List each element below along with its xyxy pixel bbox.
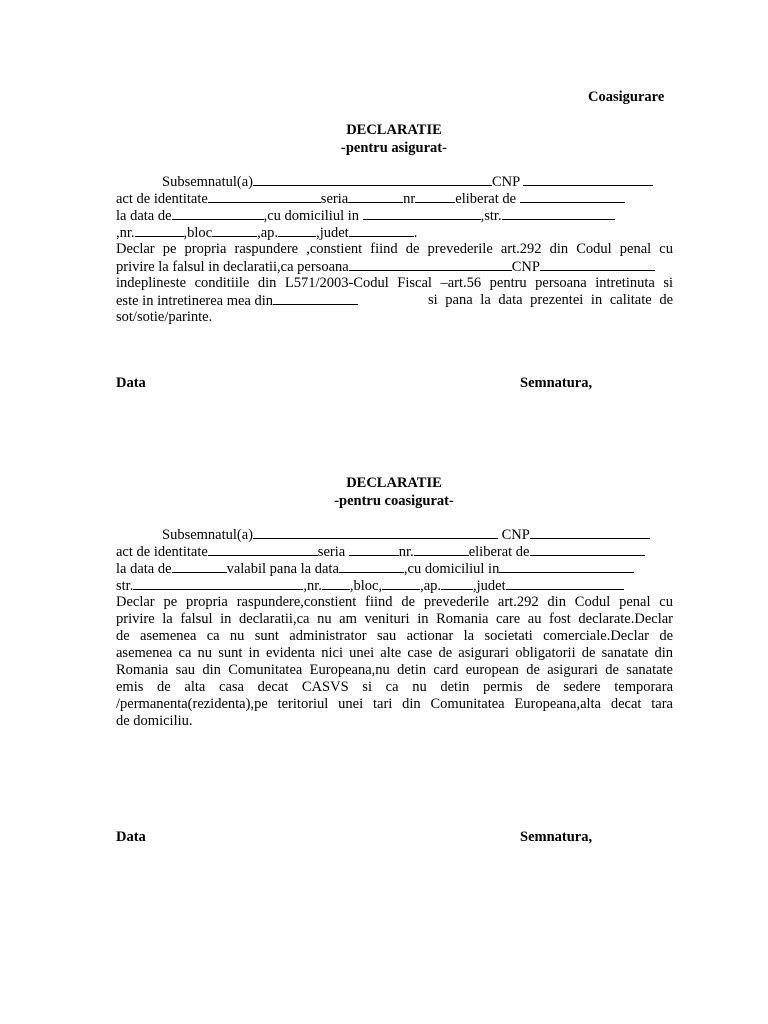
section1-para-line4: este in intretinerea mea din si pana la data prezentei in calitate de [116,292,673,309]
cnp-blank[interactable] [523,173,653,186]
apartment-label: ,ap. [257,225,279,241]
section2-para-line4: asemenea ca nu sunt in evidenta nici unei alte case de asigurari obligatorii de sanatate din [116,645,673,661]
section2-para-line7: /permanenta(rezidenta),pe teritoriul unei tari din Comunitatea Europeana,alta decat tara [116,696,673,712]
apartment-blank[interactable] [441,577,473,590]
dependent-cnp-blank[interactable] [540,258,655,271]
section2-title: DECLARATIE [346,475,442,491]
nr-label: nr [403,191,416,207]
id-blank[interactable] [208,543,318,556]
block-blank[interactable] [212,224,257,237]
county-label: ,judet [473,578,506,594]
section2-para-line3: de asemenea ca nu sunt administrator sau actionar la societati comerciale.Declar de [116,628,673,644]
id-blank[interactable] [208,190,321,203]
section2-line-details [116,577,673,594]
id-label: act de identitate [116,191,208,207]
apartment-blank[interactable] [278,224,316,237]
domicile-blank[interactable] [499,560,634,573]
section2-subtitle: -pentru coasigurat- [334,493,454,509]
street-blank[interactable] [502,207,615,220]
section2-date-label: Data [116,829,146,845]
section2-para-line6: emis de alta casa decat CASVS si ca nu detin permis de sedere temporara [116,679,673,695]
seria-blank[interactable] [348,190,403,203]
nr-blank[interactable] [415,190,455,203]
number-label: ,nr. [116,225,135,241]
name-label: Subsemnatul(a) [162,527,254,543]
date-of-label: la data de [116,208,172,224]
section2-para-line8: de domiciliu. [116,713,193,729]
section1-para-line5: sot/sotie/parinte. [116,309,213,325]
county-label: ,judet [316,225,349,241]
section2-line-name [116,526,673,543]
number-label: ,nr. [303,578,322,594]
section1-date-label: Data [116,375,146,391]
name-blank[interactable] [253,173,492,186]
date-of-blank[interactable] [172,207,264,220]
nr-blank[interactable] [414,543,469,556]
document-tag: Coasigurare [588,89,665,105]
valid-until-blank[interactable] [339,560,404,573]
seria-label: seria [320,191,349,207]
nr-label: nr. [398,544,414,560]
domicile-blank[interactable] [363,207,481,220]
section1-para-line2: privire la falsul in declaratii,ca persoana CNP [116,258,673,275]
valid-until-label: valabil pana la data [226,561,339,577]
cnp-label: CNP [501,527,530,543]
section2-signature-label: Semnatura, [520,829,593,845]
section2-line-validity [116,560,673,577]
date-of-blank[interactable] [172,560,227,573]
section1-signature-label: Semnatura, [520,375,593,391]
section1-para-line1: Declar pe propria raspundere ,constient fiind de prevederile art.292 din Codul penal cu [116,241,673,257]
id-label: act de identitate [116,544,208,560]
section1-line-details: ,nr. ,bloc ,ap. ,judet . [116,225,418,241]
street-label: ,str. [480,208,502,224]
issued-by-label: eliberat de [468,544,530,560]
county-blank[interactable] [506,577,624,590]
section2-line-id [116,543,673,560]
section1-subtitle: -pentru asigurat- [341,140,447,156]
dependent-cnp-label: CNP [511,259,540,275]
block-label: ,bloc, [349,578,383,594]
section1-para-line3: indeplineste conditiile din L571/2003-Codul Fiscal –art.56 pentru persoana intretinuta si [116,275,673,291]
section1-line-id [116,190,673,207]
street-label: str. [116,578,134,594]
cnp-blank[interactable] [530,526,650,539]
block-label: ,bloc [183,225,213,241]
apartment-label: ,ap. [420,578,442,594]
section2-para-line5: Romania sau din Comunitatea Europeana,nu detin card european de asigurari de sanatate [116,662,673,678]
street-blank[interactable] [133,577,303,590]
dependent-name-blank[interactable] [349,258,512,271]
number-blank[interactable] [322,577,350,590]
date-of-label: la data de [116,561,172,577]
issued-by-blank[interactable] [530,543,645,556]
block-blank[interactable] [382,577,420,590]
issued-by-blank[interactable] [520,190,625,203]
cnp-label: CNP [492,174,520,190]
since-date-blank[interactable] [273,292,358,305]
section1-title: DECLARATIE [346,122,442,138]
section1-line-name [116,173,673,190]
section2-para-line1: Declar pe propria raspundere,constient fiind de prevederile art.292 din Codul penal cu [116,594,673,610]
issued-by-label: eliberat de [455,191,517,207]
domicile-label: ,cu domiciliul in [263,208,360,224]
seria-blank[interactable] [349,543,399,556]
seria-label: seria [317,544,346,560]
number-blank[interactable] [135,224,184,237]
section2-para-line2: privire la falsul in declaratii,ca nu am venituri in Romania care au fost declarate.Declar [116,611,673,627]
section1-line-address [116,207,673,224]
name-blank[interactable] [253,526,498,539]
name-label: Subsemnatul(a) [162,174,254,190]
county-blank[interactable] [349,224,414,237]
domicile-label: ,cu domiciliul in [403,561,500,577]
